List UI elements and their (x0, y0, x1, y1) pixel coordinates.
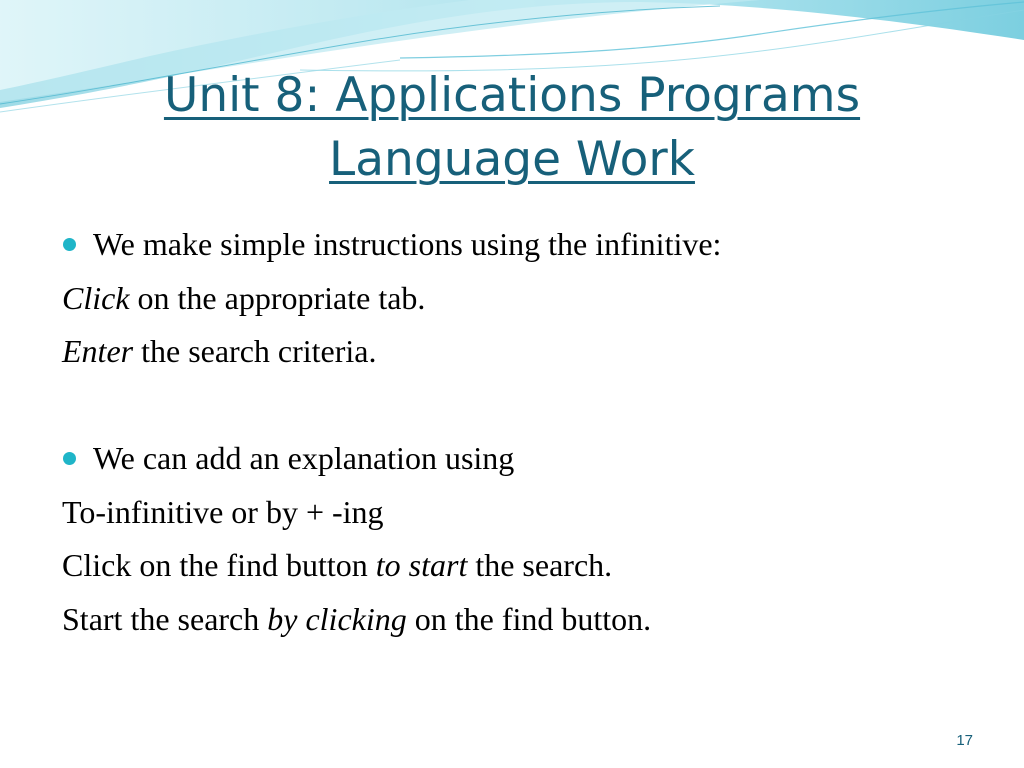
bullet-point-1 (62, 218, 992, 272)
example-line (62, 593, 992, 647)
bullet-point-2 (62, 432, 992, 486)
example-italic: by clicking (267, 600, 407, 637)
bullet-text: We make simple instructions using the infinitive: (93, 226, 722, 262)
example-text-after: on the find button. (406, 600, 652, 637)
example-text-after: the search. (467, 547, 613, 583)
title-line-2: Language Work (329, 132, 695, 187)
example-italic: Click (62, 279, 130, 316)
example-line (62, 272, 992, 326)
example-text-before: Click on the find button (62, 547, 376, 583)
example-text: the search criteria. (133, 333, 377, 369)
example-line (62, 539, 992, 593)
example-line (62, 325, 992, 379)
page-number: 17 (956, 732, 973, 749)
title-line-1: Unit 8: Applications Programs (163, 68, 861, 123)
slide-title (0, 64, 1024, 192)
bullet-text: We can add an explanation using (93, 440, 515, 476)
spacer (62, 379, 992, 433)
subtext: To-infinitive or by + -ing (62, 493, 384, 530)
slide-body (62, 218, 992, 646)
example-italic: to start (375, 547, 468, 583)
example-text-before: Start the search (62, 600, 268, 637)
example-text: on the appropriate tab. (129, 279, 426, 316)
example-italic: Enter (62, 333, 134, 369)
bullet-subtext (62, 486, 992, 540)
bullet-icon (63, 238, 76, 251)
bullet-icon (63, 452, 76, 465)
